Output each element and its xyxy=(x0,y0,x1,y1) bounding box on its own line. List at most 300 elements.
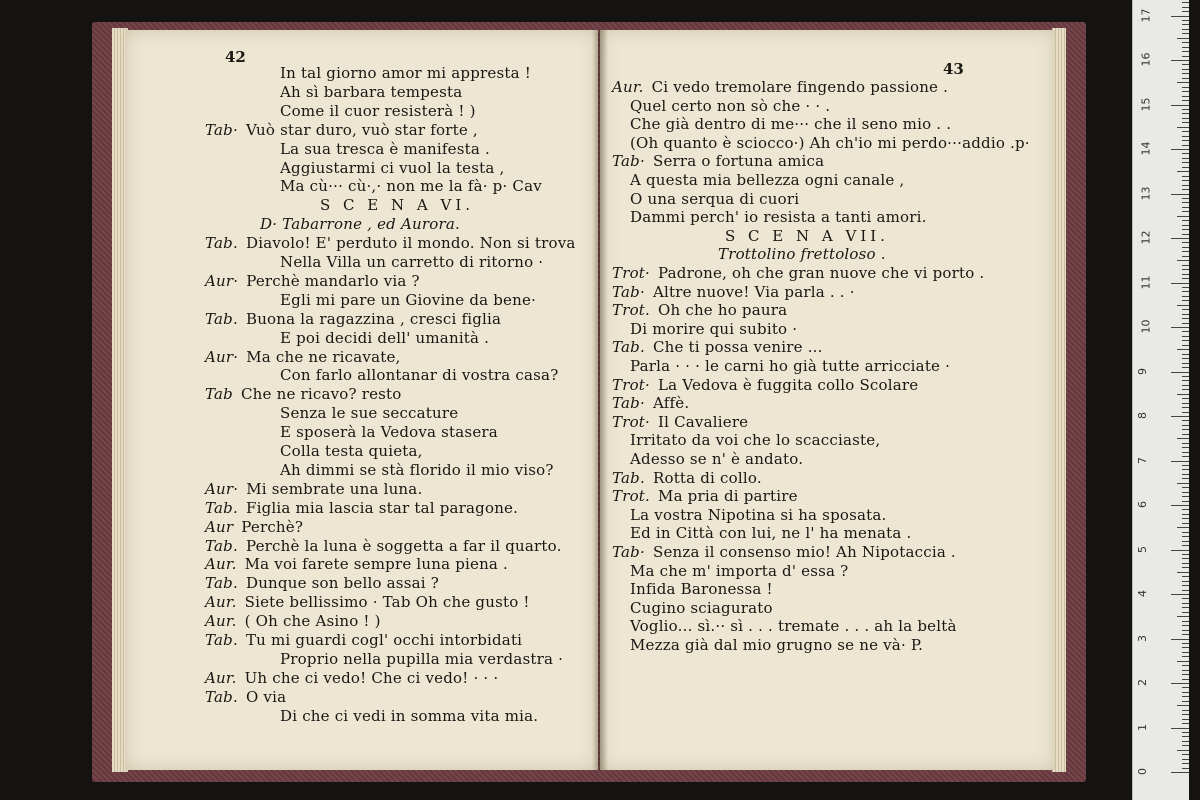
ruler-tick xyxy=(1182,100,1189,101)
text-line xyxy=(205,612,381,630)
ruler-tick xyxy=(1182,647,1189,648)
text-line xyxy=(630,208,927,226)
ruler-tick xyxy=(1182,763,1189,764)
dialogue-text: Nella Villa un carretto di ritorno · xyxy=(280,253,544,271)
text-line xyxy=(280,253,543,271)
page-number-left: 42 xyxy=(225,48,246,66)
ruler-tick xyxy=(1182,456,1189,457)
ruler-tick xyxy=(1182,563,1189,564)
dialogue-text: Parla · · · le carni ho già tutte arricciate · xyxy=(630,357,951,375)
ruler-label: 4 xyxy=(1136,590,1149,597)
ruler-tick xyxy=(1182,407,1189,408)
text-line xyxy=(612,78,948,96)
speaker-label: Tab· xyxy=(612,543,645,561)
text-line xyxy=(205,688,286,706)
ruler-tick xyxy=(1182,474,1189,475)
ruler-tick xyxy=(1182,625,1189,626)
text-line xyxy=(612,394,689,412)
text-line xyxy=(280,404,458,422)
ruler-tick xyxy=(1177,527,1189,528)
ruler-tick xyxy=(1182,523,1189,524)
ruler-tick xyxy=(1182,367,1189,368)
ruler-tick xyxy=(1182,91,1189,92)
ruler-tick xyxy=(1177,171,1189,172)
speaker-label: Trot· xyxy=(612,375,651,394)
dialogue-text: Uh che ci vedo! Che ci vedo! · · · xyxy=(244,668,499,687)
scene-heading: S C E N A VII. xyxy=(725,226,889,245)
ruler-tick xyxy=(1182,47,1189,48)
ruler-label: 0 xyxy=(1136,768,1149,775)
ruler-tick xyxy=(1182,118,1189,119)
ruler-tick xyxy=(1177,438,1189,439)
ruler-tick xyxy=(1182,603,1189,604)
ruler-tick xyxy=(1182,509,1189,510)
ruler-tick xyxy=(1182,736,1189,737)
dialogue-text: Come il cuor resisterà ! ) xyxy=(280,101,476,120)
text-line xyxy=(205,631,522,649)
text-line xyxy=(205,480,422,498)
speaker-label: Tab. xyxy=(205,687,238,706)
ruler-tick xyxy=(1182,612,1189,613)
text-line xyxy=(630,562,848,580)
dialogue-text: E poi decidi dell' umanità . xyxy=(280,328,490,347)
ruler-tick xyxy=(1182,558,1189,559)
dialogue-text: Di morire qui subito · xyxy=(630,319,798,338)
text-line xyxy=(630,580,773,598)
ruler-tick xyxy=(1177,572,1189,573)
ruler-tick xyxy=(1182,234,1189,235)
ruler-tick xyxy=(1182,42,1189,43)
ruler-tick xyxy=(1182,389,1189,390)
stage-direction: D· Tabarrone , ed Aurora. xyxy=(260,215,460,234)
ruler-tick xyxy=(1182,487,1189,488)
text-line xyxy=(612,543,956,561)
ruler-tick xyxy=(1182,291,1189,292)
dialogue-text: Senza le sue seccature xyxy=(280,404,459,423)
ruler-tick xyxy=(1177,38,1189,39)
speaker-label: Aur xyxy=(205,517,234,536)
ruler-tick xyxy=(1182,670,1189,671)
ruler-tick xyxy=(1182,665,1189,666)
text-line xyxy=(205,385,402,403)
ruler-tick xyxy=(1182,358,1189,359)
ruler-tick xyxy=(1182,621,1189,622)
ruler-tick xyxy=(1182,242,1189,243)
text-line xyxy=(630,617,957,635)
ruler-tick xyxy=(1182,336,1189,337)
ruler-tick xyxy=(1182,701,1189,702)
ruler-tick xyxy=(1182,385,1189,386)
text-line xyxy=(718,245,886,263)
speaker-label: Tab· xyxy=(612,152,645,171)
text-line xyxy=(280,177,542,195)
dialogue-text: Dammi perch' io resista a tanti amori. xyxy=(630,208,927,227)
text-line xyxy=(320,196,474,214)
ruler-tick xyxy=(1182,318,1189,319)
text-line xyxy=(630,97,830,115)
dialogue-text: Aggiustarmi ci vuol la testa , xyxy=(280,158,505,177)
ruler-tick xyxy=(1182,33,1189,34)
ruler-label: 8 xyxy=(1136,412,1149,419)
ruler-tick xyxy=(1182,167,1189,168)
speaker-label: Aur. xyxy=(205,555,237,574)
text-line xyxy=(280,461,554,479)
dialogue-text: E sposerà la Vedova stasera xyxy=(280,423,498,442)
dialogue-text: Di che ci vedi in somma vita mia. xyxy=(280,706,539,725)
ruler-tick xyxy=(1177,394,1189,395)
text-line xyxy=(280,83,462,101)
text-line xyxy=(280,64,531,82)
page-number-right: 43 xyxy=(943,60,964,78)
text-line xyxy=(725,227,889,245)
ruler-tick xyxy=(1182,109,1189,110)
measuring-ruler xyxy=(1132,0,1189,800)
ruler-tick xyxy=(1182,652,1189,653)
text-line xyxy=(280,442,423,460)
ruler-tick xyxy=(1182,380,1189,381)
speaker-label: Tab. xyxy=(205,574,238,593)
ruler-tick xyxy=(1171,594,1189,595)
ruler-tick xyxy=(1182,158,1189,159)
ruler-label: 1 xyxy=(1136,723,1149,731)
ruler-tick xyxy=(1182,567,1189,568)
ruler-tick xyxy=(1171,461,1189,462)
ruler-tick xyxy=(1182,545,1189,546)
ruler-tick xyxy=(1182,11,1189,12)
ruler-tick xyxy=(1182,674,1189,675)
ruler-label: 5 xyxy=(1136,545,1149,553)
ruler-tick xyxy=(1182,251,1189,252)
speaker-label: Aur· xyxy=(205,479,239,498)
dialogue-text: La Vedova è fuggita collo Scolare xyxy=(658,375,919,394)
ruler-tick xyxy=(1182,176,1189,177)
ruler-label: 10 xyxy=(1139,319,1153,334)
speaker-label: Aur. xyxy=(205,668,237,687)
ruler-tick xyxy=(1182,153,1189,154)
speaker-label: Tab. xyxy=(205,234,238,253)
ruler-tick xyxy=(1182,719,1189,720)
ruler-tick xyxy=(1182,51,1189,52)
ruler-tick xyxy=(1177,127,1189,128)
speaker-label: Tab. xyxy=(612,468,645,487)
text-line xyxy=(205,121,478,139)
ruler-tick xyxy=(1182,536,1189,537)
ruler-tick xyxy=(1182,278,1189,279)
text-line xyxy=(612,301,787,319)
text-line xyxy=(630,524,911,542)
ruler-tick xyxy=(1171,105,1189,106)
ruler-tick xyxy=(1182,465,1189,466)
text-line xyxy=(280,366,558,384)
ruler-tick xyxy=(1182,87,1189,88)
ruler-tick xyxy=(1182,73,1189,74)
dialogue-text: Ed in Città con lui, ne l' ha menata . xyxy=(630,524,912,543)
ruler-tick xyxy=(1182,492,1189,493)
ruler-tick xyxy=(1182,714,1189,715)
text-line xyxy=(205,537,562,555)
ruler-tick xyxy=(1182,412,1189,413)
ruler-tick xyxy=(1182,469,1189,470)
ruler-tick xyxy=(1182,113,1189,114)
ruler-tick xyxy=(1171,194,1189,195)
ruler-tick xyxy=(1177,349,1189,350)
text-line xyxy=(205,272,420,290)
ruler-tick xyxy=(1182,309,1189,310)
ruler-tick xyxy=(1171,238,1189,239)
dialogue-text: La sua tresca è manifesta . xyxy=(280,139,490,158)
text-line xyxy=(205,574,439,592)
ruler-tick xyxy=(1182,225,1189,226)
dialogue-text: Ah dimmi se stà florido il mio viso? xyxy=(280,460,554,479)
ruler-tick xyxy=(1182,198,1189,199)
text-line xyxy=(260,215,460,233)
ruler-tick xyxy=(1182,696,1189,697)
dialogue-text: Vuò star duro, vuò star forte , xyxy=(245,120,478,139)
ruler-tick xyxy=(1182,185,1189,186)
ruler-tick xyxy=(1171,728,1189,729)
ruler-tick xyxy=(1182,207,1189,208)
ruler-tick xyxy=(1182,501,1189,502)
text-line xyxy=(205,593,530,611)
ruler-tick xyxy=(1182,759,1189,760)
text-line xyxy=(205,518,303,536)
speaker-label: Tab· xyxy=(205,120,238,139)
speaker-label: Tab xyxy=(205,385,233,404)
ruler-tick xyxy=(1182,314,1189,315)
text-line xyxy=(630,636,923,654)
ruler-tick xyxy=(1171,327,1189,328)
ruler-tick xyxy=(1177,616,1189,617)
ruler-tick xyxy=(1182,287,1189,288)
ruler-tick xyxy=(1182,323,1189,324)
ruler-tick xyxy=(1182,256,1189,257)
dialogue-text: Tu mi guardi cogl' occhi intorbidati xyxy=(245,631,523,649)
speaker-label: Tab. xyxy=(205,536,238,555)
ruler-tick xyxy=(1182,425,1189,426)
ruler-tick xyxy=(1182,598,1189,599)
ruler-tick xyxy=(1182,300,1189,301)
ruler-tick xyxy=(1182,2,1189,3)
dialogue-text: Infida Baronessa ! xyxy=(630,580,773,599)
dialogue-text: Ma voi farete sempre luna piena . xyxy=(244,555,509,574)
ruler-tick xyxy=(1182,131,1189,132)
ruler-tick xyxy=(1182,745,1189,746)
dialogue-text: Dunque son bello assai ? xyxy=(245,574,439,593)
text-line xyxy=(612,152,824,170)
ruler-label: 12 xyxy=(1139,230,1153,245)
ruler-tick xyxy=(1182,403,1189,404)
ruler-tick xyxy=(1182,96,1189,97)
dialogue-text: La vostra Nipotina si ha sposata. xyxy=(630,505,887,524)
dialogue-text: Senza il consenso mio! Ah Nipotaccia . xyxy=(652,543,956,561)
text-line xyxy=(630,357,950,375)
ruler-tick xyxy=(1182,656,1189,657)
dialogue-text: Voglio... sì.·· sì . . . tremate . . . ah la beltà xyxy=(630,617,957,636)
ruler-tick xyxy=(1171,639,1189,640)
speaker-label: Trot· xyxy=(612,264,651,282)
dialogue-text: Con farlo allontanar di vostra casa? xyxy=(280,366,559,385)
ruler-tick xyxy=(1182,331,1189,332)
speaker-label: Aur· xyxy=(205,347,239,366)
dialogue-text: Perchè? xyxy=(241,517,304,536)
ruler-label: 3 xyxy=(1136,634,1149,642)
ruler-tick xyxy=(1182,376,1189,377)
dialogue-text: Quel certo non sò che · · . xyxy=(630,96,831,115)
text-line xyxy=(612,413,748,431)
ruler-tick xyxy=(1182,585,1189,586)
ruler-tick xyxy=(1182,64,1189,65)
text-line xyxy=(280,159,504,177)
speaker-label: Tab. xyxy=(205,309,238,328)
ruler-tick xyxy=(1182,741,1189,742)
dialogue-text: Rotta di collo. xyxy=(652,468,762,487)
speaker-label: Trot. xyxy=(612,487,651,506)
dialogue-text: Ci vedo tremolare fingendo passione . xyxy=(651,78,949,96)
ruler-label: 9 xyxy=(1136,367,1149,375)
text-line xyxy=(612,283,855,301)
ruler-tick xyxy=(1182,202,1189,203)
ruler-tick xyxy=(1177,661,1189,662)
ruler-tick xyxy=(1182,7,1189,8)
dialogue-text: Mi sembrate una luna. xyxy=(246,479,423,498)
text-line xyxy=(630,599,773,617)
text-line xyxy=(280,650,563,668)
ruler-tick xyxy=(1182,607,1189,608)
ruler-tick xyxy=(1182,514,1189,515)
ruler-tick xyxy=(1182,643,1189,644)
text-line xyxy=(205,499,518,517)
ruler-tick xyxy=(1182,447,1189,448)
ruler-tick xyxy=(1182,768,1189,769)
ruler-tick xyxy=(1171,772,1189,773)
dialogue-text: Buona la ragazzina , cresci figlia xyxy=(245,309,502,328)
ruler-tick xyxy=(1182,140,1189,141)
text-line xyxy=(280,291,536,309)
dialogue-text: Il Cavaliere xyxy=(658,412,749,431)
ruler-tick xyxy=(1182,541,1189,542)
dialogue-text: Che ti possa venire ... xyxy=(652,338,823,357)
speaker-label: Tab· xyxy=(612,394,645,413)
text-line xyxy=(205,669,498,687)
dialogue-text: Ma pria di partire xyxy=(658,487,798,506)
ruler-label: 13 xyxy=(1139,186,1153,200)
text-line xyxy=(205,348,401,366)
text-line xyxy=(280,329,489,347)
ruler-tick xyxy=(1182,478,1189,479)
ruler-tick xyxy=(1171,505,1189,506)
dialogue-text: Altre nuove! Via parla . . · xyxy=(652,282,855,301)
dialogue-text: O via xyxy=(245,687,287,706)
ruler-tick xyxy=(1182,340,1189,341)
ruler-tick xyxy=(1182,434,1189,435)
left-page xyxy=(125,30,598,770)
ruler-tick xyxy=(1171,416,1189,417)
text-line xyxy=(280,707,538,725)
ruler-label: 11 xyxy=(1139,275,1153,289)
text-line xyxy=(630,171,904,189)
ruler-tick xyxy=(1182,122,1189,123)
ruler-tick xyxy=(1182,554,1189,555)
ruler-tick xyxy=(1182,679,1189,680)
ruler-tick xyxy=(1171,16,1189,17)
text-line xyxy=(612,338,823,356)
dialogue-text: Ma che m' importa d' essa ? xyxy=(630,561,849,580)
ruler-label: 14 xyxy=(1139,141,1153,156)
ruler-tick xyxy=(1182,162,1189,163)
dialogue-text: Proprio nella pupilla mia verdastra · xyxy=(280,649,564,668)
ruler-label: 15 xyxy=(1139,97,1153,111)
ruler-tick xyxy=(1182,24,1189,25)
ruler-tick xyxy=(1182,220,1189,221)
dialogue-text: Ah sì barbara tempesta xyxy=(280,82,463,101)
ruler-tick xyxy=(1182,732,1189,733)
text-line xyxy=(612,469,762,487)
speaker-label: Trot· xyxy=(612,412,651,431)
ruler-tick xyxy=(1171,683,1189,684)
ruler-tick xyxy=(1182,687,1189,688)
ruler-tick xyxy=(1182,443,1189,444)
ruler-tick xyxy=(1182,398,1189,399)
dialogue-text: Diavolo! E' perduto il mondo. Non si trova xyxy=(245,234,576,253)
ruler-tick xyxy=(1182,354,1189,355)
ruler-tick xyxy=(1182,20,1189,21)
ruler-tick xyxy=(1182,296,1189,297)
speaker-label: Trot. xyxy=(612,301,651,320)
ruler-tick xyxy=(1182,630,1189,631)
ruler-tick xyxy=(1171,550,1189,551)
ruler-tick xyxy=(1182,265,1189,266)
dialogue-text: Mezza già dal mio grugno se ne và· P. xyxy=(630,636,924,654)
text-line xyxy=(612,376,918,394)
text-line xyxy=(630,431,880,449)
ruler-label: 2 xyxy=(1136,679,1149,686)
ruler-tick xyxy=(1182,180,1189,181)
text-line xyxy=(205,310,501,328)
ruler-label: 16 xyxy=(1139,52,1153,67)
ruler-tick xyxy=(1182,345,1189,346)
dialogue-text: Figlia mia lascia star tal paragone. xyxy=(245,498,519,517)
ruler-tick xyxy=(1177,750,1189,751)
ruler-label: 6 xyxy=(1136,501,1149,508)
dialogue-text: Oh che ho paura xyxy=(658,301,788,320)
dialogue-text: Affè. xyxy=(652,394,690,413)
ruler-tick xyxy=(1171,149,1189,150)
ruler-tick xyxy=(1182,136,1189,137)
ruler-tick xyxy=(1182,247,1189,248)
dialogue-text: Siete bellissimo · Tab Oh che gusto ! xyxy=(244,593,530,612)
dialogue-text: Egli mi pare un Giovine da bene· xyxy=(280,290,537,309)
speaker-label: Aur. xyxy=(205,593,237,612)
dialogue-text: Perchè mandarlo via ? xyxy=(246,271,420,290)
ruler-tick xyxy=(1182,78,1189,79)
ruler-label: 17 xyxy=(1139,8,1153,22)
dialogue-text: Perchè la luna è soggetta a far il quarto. xyxy=(245,536,562,555)
ruler-tick xyxy=(1182,189,1189,190)
dialogue-text: Che già dentro di me··· che il seno mio . . xyxy=(630,115,952,134)
text-line xyxy=(612,487,798,505)
dialogue-text: Cugino sciagurato xyxy=(630,598,773,617)
ruler-tick xyxy=(1182,452,1189,453)
ruler-tick xyxy=(1182,576,1189,577)
text-line xyxy=(612,264,984,282)
ruler-tick xyxy=(1177,305,1189,306)
dialogue-text: Ma cù··· cù·,· non me la fà· p· Cav xyxy=(280,177,542,196)
ruler-tick xyxy=(1182,145,1189,146)
ruler-tick xyxy=(1182,532,1189,533)
ruler-tick xyxy=(1171,283,1189,284)
ruler-tick xyxy=(1182,274,1189,275)
dialogue-text: Ma che ne ricavate, xyxy=(246,347,401,366)
